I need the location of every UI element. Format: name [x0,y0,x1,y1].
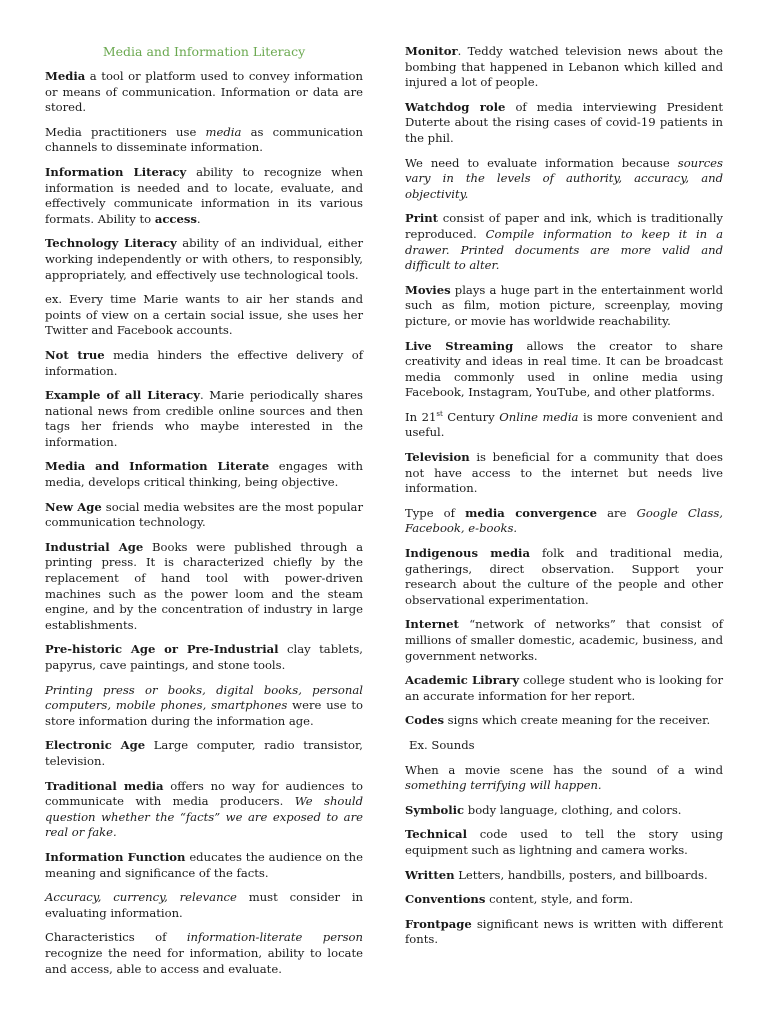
definition: signs which create meaning for the receiver. [443,713,711,728]
paragraph-accuracy [45,890,363,921]
right-column [405,44,723,957]
definition: engages with media, develops critical thinking, being objective. [45,459,363,490]
term: Symbolic [405,802,465,817]
definition: folk and traditional media, gatherings, direct observation. Support your research about the culture of the people and other observational experimentation. [405,546,724,607]
term: Conventions [405,892,486,907]
emphasis: Printing press or books, digital books, personal computers, mobile phones, smartphones [45,682,363,713]
definition: allows the creator to share creativity and ideas in real time. It can be broadcast media commonly used in online media using Facebook, Instagram, YouTube, and other platforms. [405,338,723,400]
text: When a movie scene has the sound of a wind [405,762,723,777]
paragraph-monitor [405,44,723,91]
paragraph-online-media [405,410,723,441]
text: Ex. Sounds [409,737,475,752]
term: Live Streaming [405,338,514,353]
paragraph-movie-scene [405,763,723,794]
definition: “network of networks” that consist of millions of smaller domestic, academic, business, and government networks. [405,617,723,663]
paragraph-traditional-media [45,779,363,841]
paragraph-information-function [45,850,363,881]
definition: significant news is written with different fonts. [405,916,723,947]
text: Characteristics of [45,930,187,945]
term: Information Literacy [45,164,187,179]
definition: . Marie periodically shares national news from credible online sources and then tags her friends who maybe interested in the information. [45,388,363,449]
definition: plays a huge part in the entertainment world such as film, motion picture, screenplay, moving picture, or movie has worldwide reachability. [405,282,723,328]
definition: content, style, and form. [485,892,634,907]
term: Movies [405,282,451,297]
text: ex. Every time Marie wants to air her stands and points of view on a certain social issue, she uses her Twitter and Facebook accounts. [45,292,363,338]
term: Television [405,450,470,465]
definition: is beneficial for a community that does not have access to the internet but needs live information. [405,450,723,496]
superscript: st [436,410,443,419]
text: . [196,211,201,226]
emphasis: Accuracy, currency, relevance [45,890,237,905]
term: Traditional media [45,778,164,793]
term: Electronic Age [45,738,146,753]
paragraph-not-true [45,348,363,379]
term: Internet [405,617,459,632]
paragraph-television [405,450,723,497]
term: Frontpage [405,916,472,931]
definition: code used to tell the story using equipment such as lightning and camera works. [405,827,723,857]
paragraph-characteristics [45,930,363,977]
term: Pre-historic Age or Pre-Industrial [45,642,279,657]
term: access [154,211,197,226]
paragraph-mil-literate [45,459,363,490]
definition: . Teddy watched television news about the bombing that happened in Lebanon which killed and injured a lot of people. [405,44,723,90]
emphasis: media [205,124,242,139]
definition: media hinders the effective delivery of information. [45,347,363,378]
text: Type of [405,505,466,520]
emphasis: sources vary in the levels of authority, accuracy, and objectivity. [405,155,723,201]
definition: Books were published through a printing press. It is characterized chiefly by the replacement of hand tool with power-driven machines such as the power loom and the steam engine, and by the concentration of industry in large establishments. [45,539,363,632]
emphasis: something terrifying will happen. [405,778,602,793]
paragraph-frontpage [405,917,723,948]
term: Media and Information Literate [45,459,270,474]
paragraph-new-age [45,500,363,531]
paragraph-conventions [405,892,723,908]
emphasis: Compile information to keep it in a drawer. Printed documents are more valid and difficult to alter. [405,226,723,273]
emphasis: We should question whether the “facts” we are exposed to are real or fake. [45,794,363,840]
term: Technical [405,827,467,842]
term: Print [405,211,439,226]
definition: social media websites are the most popular communication technology. [45,499,364,530]
paragraph-live-streaming [405,339,723,401]
term: Media [45,69,86,83]
text: must consider in evaluating information. [45,890,363,920]
paragraph-evaluate-information [405,156,723,203]
term: Information Function [45,849,186,864]
definition: ability to recognize when information is needed and to locate, evaluate, and effectively communicate information in its various formats. Ability to [45,164,363,226]
paragraph-electronic-age [45,738,363,769]
text: In 21 [405,409,437,424]
term: Academic Library [405,673,520,688]
definition: Large computer, radio transistor, television. [45,738,363,768]
definition: college student who is looking for an accurate information for her report. [405,673,723,703]
text: were use to store information during the information age. [45,698,363,728]
paragraph-internet [405,617,723,664]
term: Not true [45,347,105,362]
definition: offers no way for audiences to communicate with media producers. [45,778,363,809]
text: Media practitioners use [45,124,206,139]
term: Technology Literacy [45,236,177,251]
term: Industrial Age [45,539,144,554]
definition: educates the audience on the meaning and significance of the facts. [45,849,363,880]
definition: body language, clothing, and colors. [464,802,682,817]
left-column [45,44,363,986]
definition: ability of an individual, either working independently or with others, to responsibly, appropriately, and effectively use technological tools. [45,236,363,282]
text: are [597,505,637,520]
paragraph-industrial-age [45,540,363,634]
paragraph-information-age-devices [45,683,363,730]
text: is more convenient and useful. [405,409,723,440]
definition: clay tablets, papyrus, cave paintings, and stone tools. [45,642,363,672]
paragraph-prehistoric-age [45,642,363,673]
paragraph-watchdog-role [405,100,723,147]
text: Century [442,409,500,424]
definition: consist of paper and ink, which is traditionally reproduced. [405,211,723,241]
term: Written [405,867,455,882]
paragraph-technology-literacy [45,236,363,283]
text: We need to evaluate information because [405,155,678,170]
paragraph-codes [405,713,723,729]
paragraph-example-all-literacy [45,388,363,450]
emphasis: information-literate person [186,930,363,945]
paragraph-written [405,868,723,884]
emphasis: Online media [499,409,579,424]
paragraph-academic-library [405,673,723,704]
term: Example of all Literacy [45,388,200,403]
term: New Age [45,499,102,514]
paragraph-ex-sounds [405,738,723,754]
paragraph-indigenous-media [405,546,723,608]
emphasis: Google Class, Facebook, e-books. [405,505,723,536]
term: media convergence [465,505,598,520]
paragraph-print [405,211,723,273]
term: Indigenous media [405,546,530,561]
paragraph-example-marie [45,292,363,339]
paragraph-technical [405,827,723,858]
text: as communication channels to disseminate information. [45,124,363,155]
definition: of media interviewing President Duterte about the rising cases of covid-19 patients in the phil. [405,99,723,145]
term: Codes [405,713,444,728]
term: Monitor [405,44,458,58]
definition: Letters, handbills, posters, and billboards. [454,867,708,882]
paragraph-movies [405,283,723,330]
text: recognize the need for information, ability to locate and access, able to access and evaluate. [45,945,363,976]
term: Watchdog role [405,99,506,114]
paragraph-symbolic [405,803,723,819]
paragraph-media [45,69,363,116]
paragraph-media-practitioners [45,125,363,156]
definition: a tool or platform used to convey information or means of communication. Information or data are stored. [45,69,363,115]
paragraph-information-literacy [45,165,363,227]
page-title: Media and Information Literacy [102,44,306,59]
paragraph-media-convergence [405,506,723,537]
